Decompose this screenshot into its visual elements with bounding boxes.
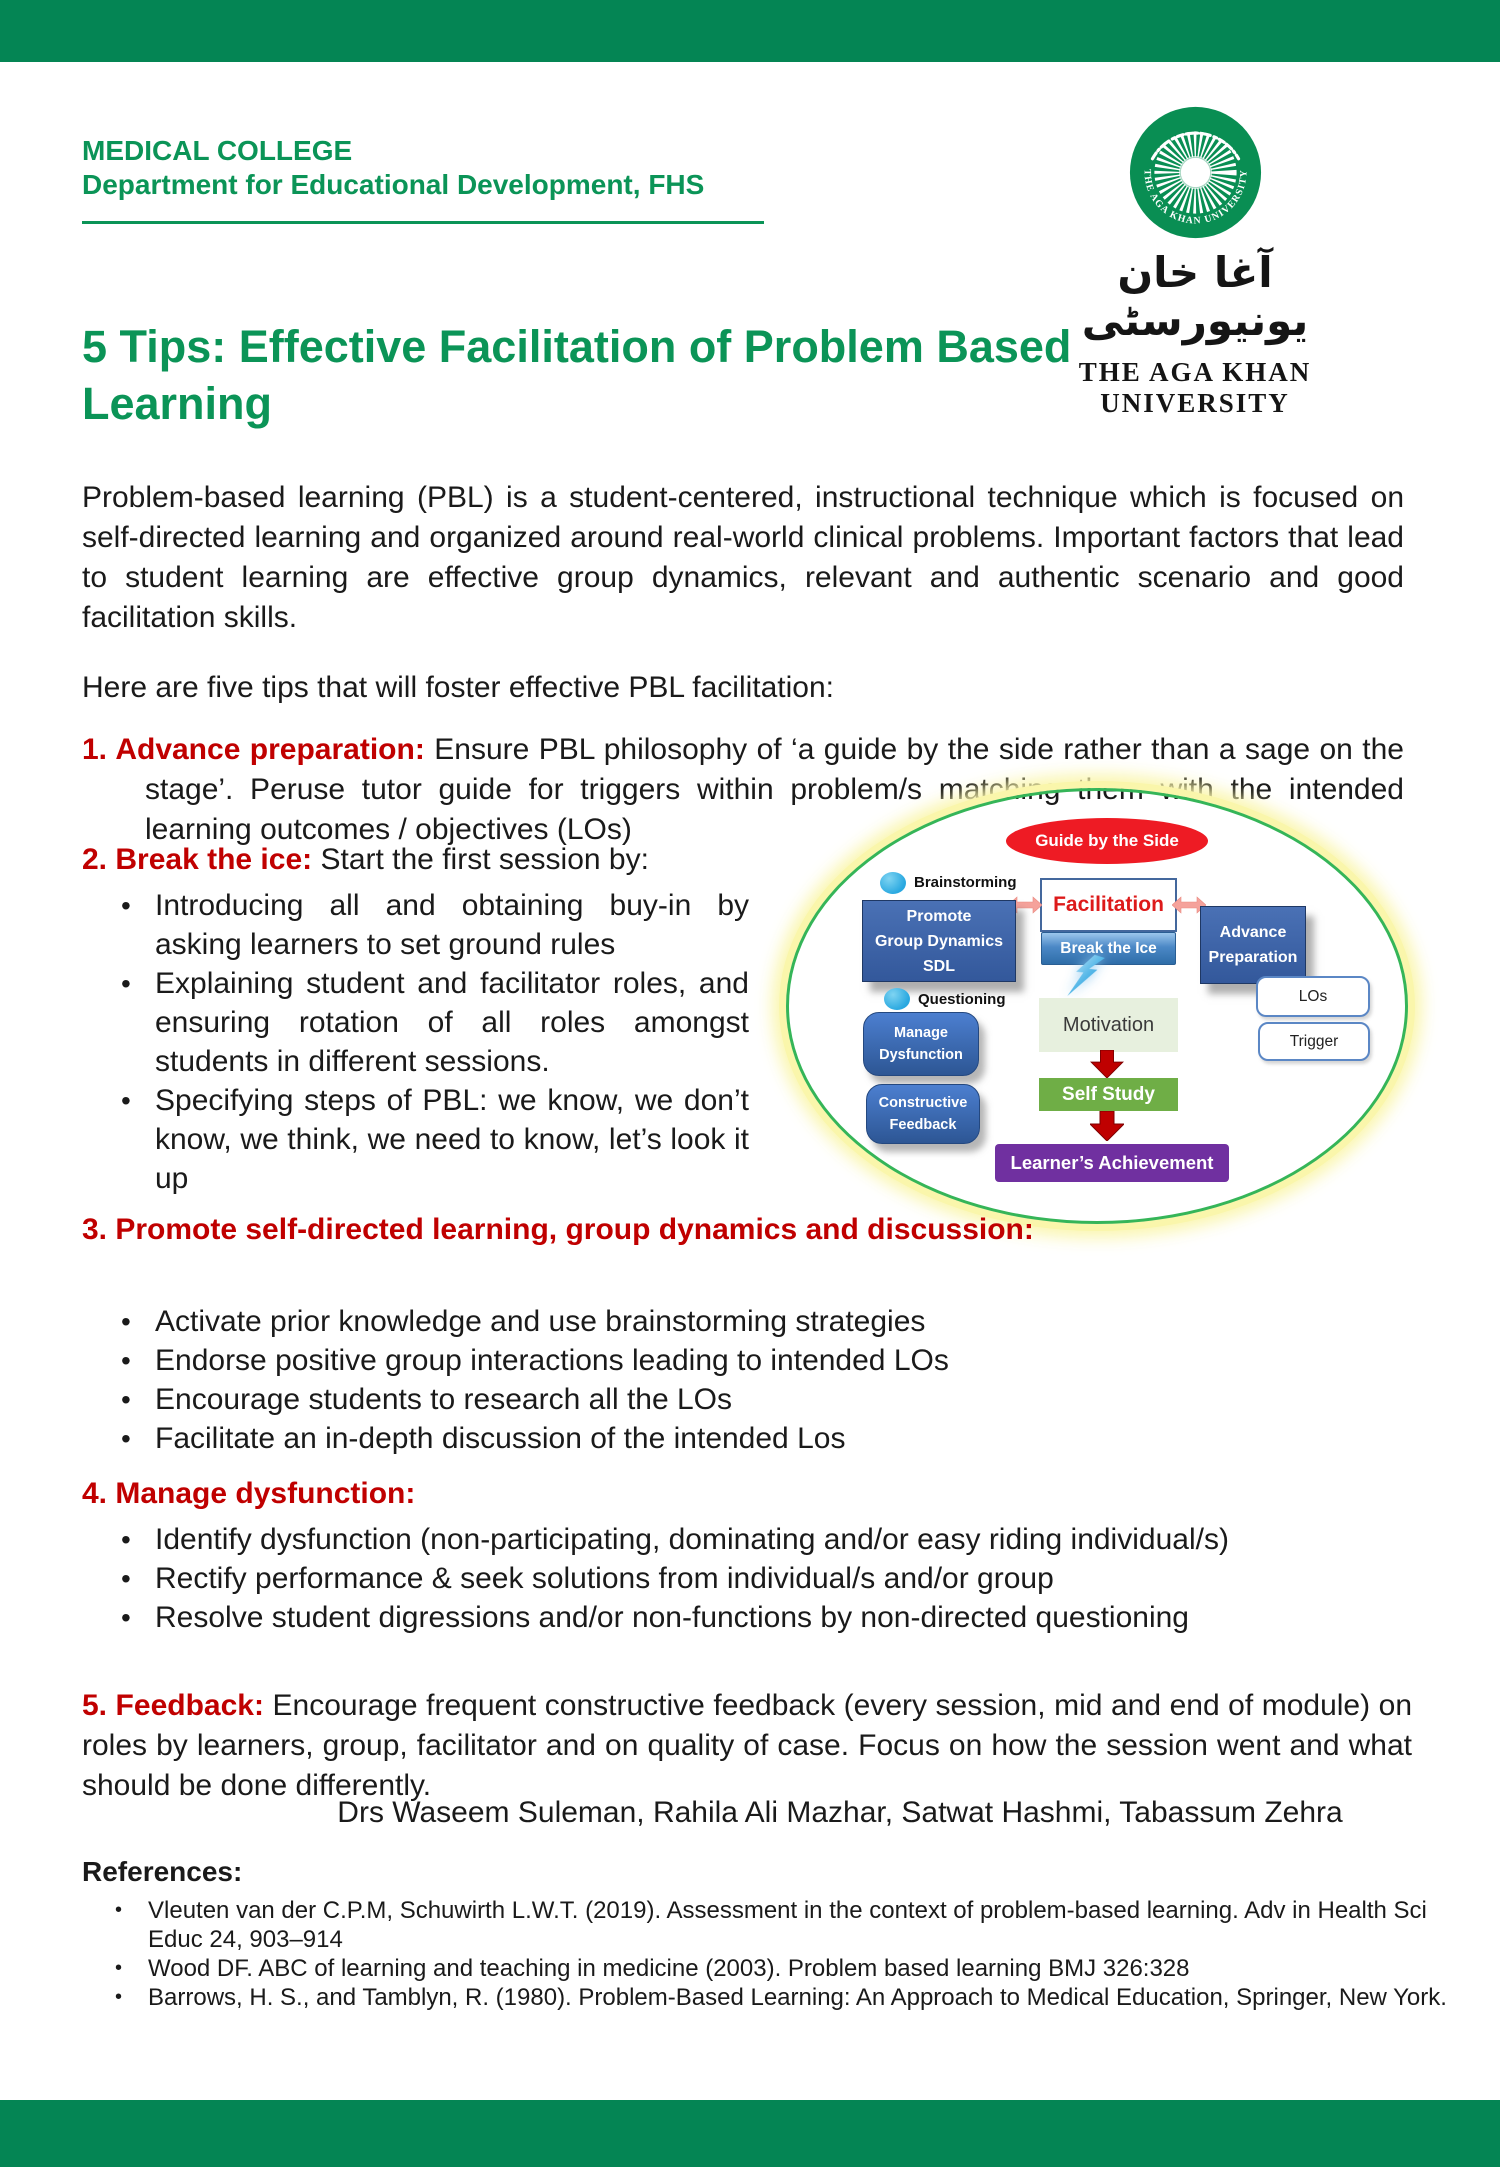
constructive-line-2: Feedback xyxy=(889,1117,957,1133)
university-wordmark: THE AGA KHAN UNIVERSITY xyxy=(1078,357,1312,418)
list-item xyxy=(155,1081,749,1198)
promote-group-dynamics-box xyxy=(862,900,1016,982)
pbl-facilitation-diagram xyxy=(768,786,1418,1224)
tip-2-text: Start the first session by: xyxy=(320,843,649,876)
guide-by-the-side-ellipse xyxy=(1006,818,1208,864)
tip-3-bullet-3: Encourage students to research all the LOs xyxy=(155,1383,733,1416)
tip-5-label: 5. Feedback: xyxy=(82,1689,264,1722)
constructive-line-1: Constructive xyxy=(878,1095,968,1111)
los-label: LOs xyxy=(1298,987,1328,1005)
list-item xyxy=(155,1419,1315,1458)
down-arrow-icon xyxy=(1090,1050,1124,1078)
tip-4-heading: 4. Manage dysfunction: xyxy=(82,1477,416,1510)
list-item xyxy=(155,1559,1435,1598)
list-item xyxy=(148,1954,1484,1983)
promote-line-3: SDL xyxy=(923,957,955,975)
list-item xyxy=(155,1380,1315,1419)
manage-dysfunction-box xyxy=(863,1012,979,1076)
break-the-ice-label: Break the Ice xyxy=(1060,939,1157,957)
arabic-calligraphy: آغا خان يونيورسٹی xyxy=(1081,248,1309,345)
top-green-band xyxy=(0,0,1500,62)
tip-4-bullet-1: Identify dysfunction (non-participating, dominating and/or easy riding individual/s) xyxy=(155,1523,1229,1556)
tip-4-bullet-list xyxy=(82,1520,1435,1637)
questioning-label: Questioning xyxy=(918,991,1006,1008)
self-study-label: Self Study xyxy=(1062,1083,1155,1105)
reference-3: Barrows, H. S., and Tamblyn, R. (1980). Problem-Based Learning: An Approach to Medical Education, Springer, New York. xyxy=(148,1984,1447,2011)
lead-sentence: Here are five tips that will foster effective PBL facilitation: xyxy=(82,671,835,704)
brainstorming-label: Brainstorming xyxy=(914,874,1017,891)
list-item xyxy=(155,964,749,1081)
facilitation-label: Facilitation xyxy=(1053,893,1164,916)
advance-preparation-box xyxy=(1200,906,1306,984)
authors-line: Drs Waseem Suleman, Rahila Ali Mazhar, Satwat Hashmi, Tabassum Zehra xyxy=(337,1796,1343,1829)
constructive-feedback-box xyxy=(866,1084,980,1144)
tip-3-bullet-1: Activate prior knowledge and use brainstorming strategies xyxy=(155,1305,926,1338)
list-item xyxy=(148,1896,1484,1954)
department-subheading: Department for Educational Development, FHS xyxy=(82,169,705,200)
facilitation-box xyxy=(1040,878,1177,932)
aku-seal-icon xyxy=(1127,104,1264,241)
reference-1: Vleuten van der C.P.M, Schuwirth L.W.T. (2019). Assessment in the context of problem-based learning. Adv in Health Sci Educ 24, 903–914 xyxy=(148,1897,1427,1953)
tip-1-text: Ensure PBL philosophy of ‘a guide by the side rather than a sage on the stage’. Peruse tutor guide for triggers within problem/s matching them with the intended learning outcomes / objectives (LOs) xyxy=(145,733,1404,846)
manage-line-2: Dysfunction xyxy=(879,1047,963,1063)
tip-2-bullet-2: Explaining student and facilitator roles, and ensuring rotation of all roles amongst students in different sessions. xyxy=(155,967,749,1078)
list-item xyxy=(148,1983,1484,2012)
list-item xyxy=(155,1598,1435,1637)
tip-5-feedback xyxy=(82,1686,1412,1806)
advance-line-2: Preparation xyxy=(1208,949,1298,966)
tip-2-label: 2. Break the ice: xyxy=(82,843,313,876)
tip-1-label: 1. Advance preparation: xyxy=(82,733,425,766)
tip-4-bullet-2: Rectify performance & seek solutions from individual/s and/or group xyxy=(155,1562,1054,1595)
motivation-box xyxy=(1039,998,1178,1052)
tip-3-heading: 3. Promote self-directed learning, group dynamics and discussion: xyxy=(82,1213,1034,1246)
tip-5-text: Encourage frequent constructive feedback (every session, mid and end of module) on roles by learners, group, facilitator and on quality of case. Focus on how the session went and what should be done differently. xyxy=(82,1689,1413,1802)
bottom-green-band xyxy=(0,2100,1500,2167)
promote-line-2: Group Dynamics xyxy=(874,932,1004,950)
tip-3-bullet-2: Endorse positive group interactions leading to intended LOs xyxy=(155,1344,949,1377)
promote-lines xyxy=(875,904,1003,979)
learners-achievement-label: Learner’s Achievement xyxy=(1010,1152,1214,1173)
promote-line-1: Promote xyxy=(906,907,972,925)
tip-2-bullet-3: Specifying steps of PBL: we know, we don’t know, we think, we need to know, let’s look it up xyxy=(155,1084,749,1195)
manage-line-1: Manage xyxy=(894,1025,948,1041)
brainstorming-dot-icon xyxy=(880,872,906,894)
tip-3-bullet-list xyxy=(82,1302,1315,1458)
list-item xyxy=(155,886,749,964)
down-arrow-icon xyxy=(1090,1111,1124,1141)
tip-2-bullet-list xyxy=(82,886,749,1198)
department-header xyxy=(82,134,704,202)
manage-lines xyxy=(879,1022,963,1066)
page-title: 5 Tips: Effective Facilitation of Problem Based Learning xyxy=(82,321,1072,429)
tip-3-bullet-4: Facilitate an in-depth discussion of the intended Los xyxy=(155,1422,846,1455)
self-study-box xyxy=(1039,1078,1178,1111)
learners-achievement-box xyxy=(995,1144,1229,1182)
advance-lines xyxy=(1209,920,1298,970)
list-item xyxy=(155,1520,1435,1559)
header-rule xyxy=(82,221,764,224)
trigger-label: Trigger xyxy=(1289,1032,1339,1050)
tip-4-bullet-3: Resolve student digressions and/or non-functions by non-directed questioning xyxy=(155,1601,1189,1634)
list-item xyxy=(155,1302,1315,1341)
references-list xyxy=(82,1896,1484,2012)
references-heading: References: xyxy=(82,1856,243,1887)
los-box xyxy=(1256,976,1370,1017)
medical-college-heading: MEDICAL COLLEGE xyxy=(82,135,353,166)
reference-2: Wood DF. ABC of learning and teaching in medicine (2003). Problem based learning BMJ 326:328 xyxy=(148,1955,1190,1982)
seal-circular-text: THE AGA KHAN UNIVERSITY xyxy=(1141,168,1249,227)
constructive-lines xyxy=(879,1092,968,1136)
tip-2-break-the-ice xyxy=(82,840,749,1198)
guide-by-the-side-label: Guide by the Side xyxy=(1035,831,1179,850)
motivation-label: Motivation xyxy=(1062,1013,1155,1036)
trigger-box xyxy=(1258,1022,1370,1061)
questioning-dot-icon xyxy=(884,988,910,1010)
lightning-bolt-icon xyxy=(1058,951,1115,1004)
intro-paragraph: Problem-based learning (PBL) is a student-centered, instructional technique which is focused on self-directed learning and organized around real-world clinical problems. Important factors that lead to student learning are effective group dynamics, relevant and authentic scenario and good facilitation skills. xyxy=(82,481,1404,634)
advance-line-1: Advance xyxy=(1219,924,1287,941)
list-item xyxy=(155,1341,1315,1380)
tip-2-bullet-1: Introducing all and obtaining buy-in by asking learners to set ground rules xyxy=(155,889,749,961)
